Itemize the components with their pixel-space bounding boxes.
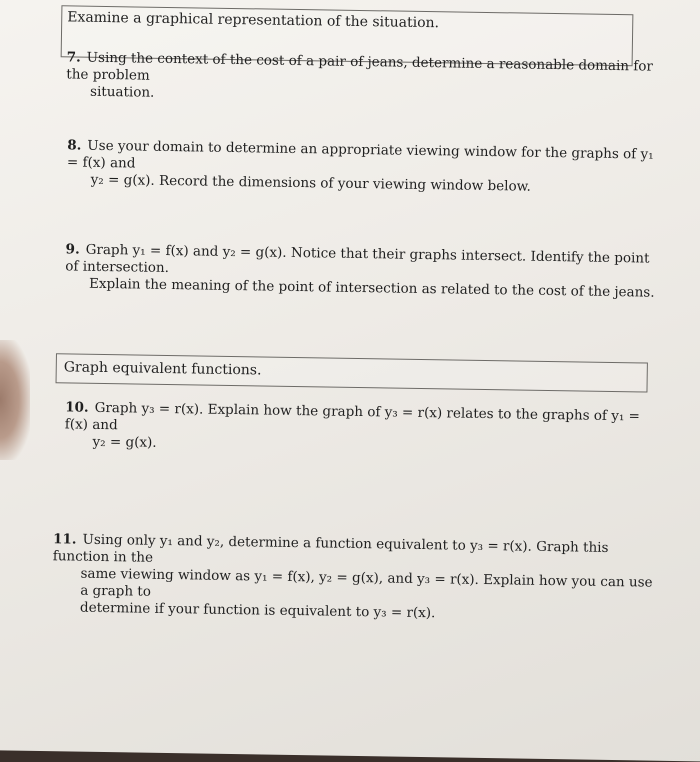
question-number: 8.	[67, 137, 82, 154]
section-title-equivalent: Graph equivalent functions.	[63, 359, 262, 379]
question-text: Using only y₁ and y₂, determine a function equivalent to y₃ = r(x). Graph this function in the	[52, 531, 609, 566]
question-7	[66, 49, 657, 109]
question-text: determine if your function is equivalent to y₃ = r(x).	[79, 599, 436, 622]
question-text: Graph y₁ = f(x) and y₂ = g(x). Notice that their graphs intersect. Identify the point of intersection.	[65, 241, 650, 277]
question-number: 7.	[66, 49, 81, 66]
finger-shadow	[0, 340, 30, 460]
question-text: Explain the meaning of the point of intersection as related to the cost of the jeans.	[88, 275, 655, 301]
question-8	[67, 137, 658, 197]
question-11	[52, 531, 663, 626]
question-text: same viewing window as y₁ = f(x), y₂ = g(x), and y₃ = r(x). Explain how you can use a graph to	[80, 565, 653, 600]
question-text: y₂ = g(x). Record the dimensions of your viewing window below.	[90, 171, 532, 195]
question-text: Using the context of the cost of a pair of jeans, determine a reasonable domain for the problem	[66, 49, 654, 84]
question-number: 11.	[52, 531, 77, 548]
question-10	[64, 399, 655, 459]
question-number: 9.	[65, 241, 80, 258]
section-title-graphical: Examine a graphical representation of the situation.	[67, 9, 440, 32]
question-9	[65, 241, 666, 301]
question-text: y₂ = g(x).	[92, 433, 157, 451]
question-text: situation.	[89, 83, 155, 101]
question-text: Graph y₃ = r(x). Explain how the graph of y₃ = r(x) relates to the graphs of y₁ = f(x) and	[64, 399, 641, 434]
question-text: Use your domain to determine an appropriate viewing window for the graphs of y₁ = f(x) and	[66, 137, 654, 172]
question-number: 10.	[65, 399, 89, 416]
